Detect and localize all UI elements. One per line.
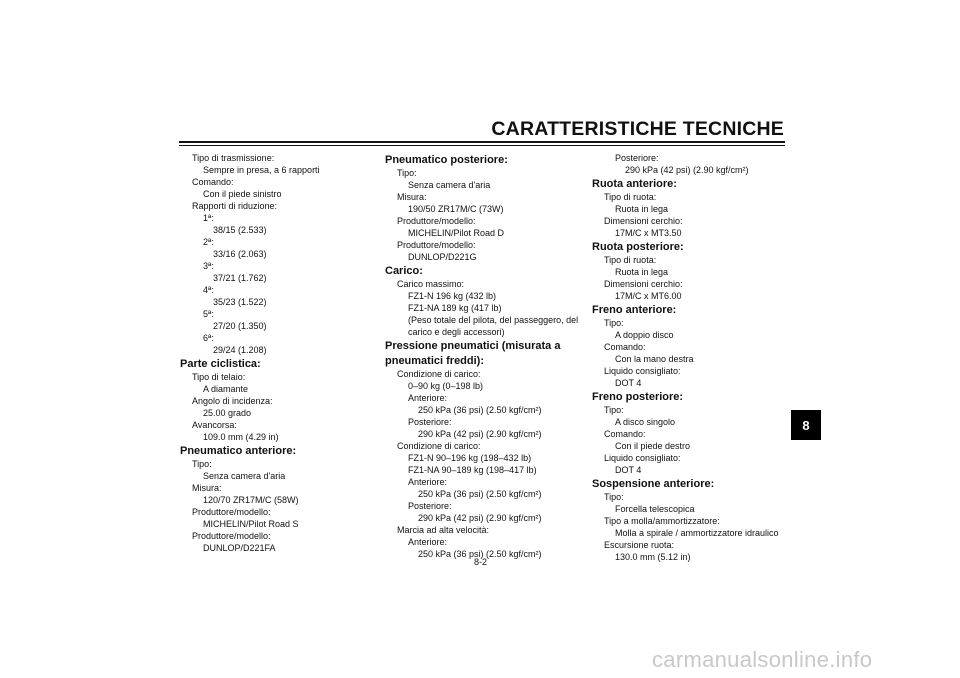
spec-line: Avancorsa:: [192, 420, 237, 430]
spec-line: Angolo di incidenza:: [192, 396, 273, 406]
spec-line: 37/21 (1.762): [213, 273, 267, 283]
section-heading: Ruota anteriore:: [592, 178, 677, 190]
spec-line: Tipo di ruota:: [604, 255, 657, 265]
spec-column-left: [180, 152, 320, 554]
spec-line: 250 kPa (36 psi) (2.50 kgf/cm²): [418, 405, 542, 415]
spec-line: Condizione di carico:: [397, 441, 481, 451]
spec-line: Rapporti di riduzione:: [192, 201, 278, 211]
spec-line: 33/16 (2.063): [213, 249, 267, 259]
spec-line: DUNLOP/D221G: [408, 252, 477, 262]
spec-line: 6ª:: [203, 333, 214, 343]
header-rule-thin: [179, 145, 785, 146]
section-heading: Pressione pneumatici (misurata a: [385, 340, 561, 352]
spec-line: 0–90 kg (0–198 lb): [408, 381, 484, 391]
section-heading: Pneumatico posteriore:: [385, 154, 508, 166]
spec-line: Escursione ruota:: [604, 540, 675, 550]
spec-line: 29/24 (1.208): [213, 345, 267, 355]
spec-line: carico e degli accessori): [408, 327, 505, 337]
spec-line: A diamante: [203, 384, 249, 394]
spec-line: Senza camera d'aria: [203, 471, 286, 481]
spec-line: DUNLOP/D221FA: [203, 543, 276, 553]
spec-line: Anteriore:: [408, 393, 448, 403]
spec-line: Comando:: [192, 177, 234, 187]
spec-line: Tipo:: [192, 459, 212, 469]
spec-line: Tipo:: [604, 405, 624, 415]
spec-column-right: [592, 152, 779, 563]
spec-line: 250 kPa (36 psi) (2.50 kgf/cm²): [418, 549, 542, 559]
watermark: carmanualsonline.info: [652, 647, 873, 672]
section-heading: Freno posteriore:: [592, 391, 684, 403]
spec-line: 190/50 ZR17M/C (73W): [408, 204, 504, 214]
spec-line: 290 kPa (42 psi) (2.90 kgf/cm²): [625, 165, 749, 175]
spec-line: Tipo di telaio:: [192, 372, 246, 382]
spec-line: DOT 4: [615, 378, 642, 388]
spec-line: Tipo:: [604, 492, 624, 502]
spec-line: Con il piede sinistro: [203, 189, 282, 199]
spec-line: 290 kPa (42 psi) (2.90 kgf/cm²): [418, 513, 542, 523]
spec-line: 290 kPa (42 psi) (2.90 kgf/cm²): [418, 429, 542, 439]
spec-line: Tipo a molla/ammortizzatore:: [604, 516, 720, 526]
spec-line: Tipo:: [397, 168, 417, 178]
spec-line: MICHELIN/Pilot Road D: [408, 228, 505, 238]
spec-line: Carico massimo:: [397, 279, 465, 289]
section-heading: Sospensione anteriore:: [592, 478, 715, 490]
spec-line: Tipo di trasmissione:: [192, 153, 275, 163]
spec-line: 130.0 mm (5.12 in): [615, 552, 691, 562]
spec-line: Forcella telescopica: [615, 504, 695, 514]
spec-line: Sempre in presa, a 6 rapporti: [203, 165, 320, 175]
spec-line: A doppio disco: [615, 330, 674, 340]
spec-line: Produttore/modello:: [192, 531, 271, 541]
spec-line: Produttore/modello:: [397, 240, 476, 250]
spec-line: Produttore/modello:: [192, 507, 271, 517]
spec-column-middle: [385, 152, 578, 560]
section-heading: Ruota posteriore:: [592, 241, 684, 253]
spec-line: 27/20 (1.350): [213, 321, 267, 331]
spec-line: DOT 4: [615, 465, 642, 475]
spec-line: A disco singolo: [615, 417, 676, 427]
spec-line: 38/15 (2.533): [213, 225, 267, 235]
spec-line: Con il piede destro: [615, 441, 691, 451]
spec-line: 1ª:: [203, 213, 214, 223]
spec-line: Ruota in lega: [615, 204, 669, 214]
spec-line: 3ª:: [203, 261, 214, 271]
spec-line: Produttore/modello:: [397, 216, 476, 226]
section-heading: Parte ciclistica:: [180, 358, 261, 370]
spec-line: 5ª:: [203, 309, 214, 319]
spec-line: FZ1-N 90–196 kg (198–432 lb): [408, 453, 532, 463]
spec-line: Ruota in lega: [615, 267, 669, 277]
spec-line: 109.0 mm (4.29 in): [203, 432, 279, 442]
spec-line: Tipo di ruota:: [604, 192, 657, 202]
spec-line: Misura:: [192, 483, 222, 493]
spec-line: Senza camera d'aria: [408, 180, 491, 190]
spec-line: Misura:: [397, 192, 427, 202]
spec-line: Dimensioni cerchio:: [604, 216, 683, 226]
spec-line: MICHELIN/Pilot Road S: [203, 519, 299, 529]
spec-line: FZ1-NA 90–189 kg (198–417 lb): [408, 465, 537, 475]
spec-line: 35/23 (1.522): [213, 297, 267, 307]
spec-line: FZ1-NA 189 kg (417 lb): [408, 303, 502, 313]
spec-line: 4ª:: [203, 285, 214, 295]
page-number: 8-2: [474, 557, 488, 567]
spec-line: 120/70 ZR17M/C (58W): [203, 495, 299, 505]
spec-line: Dimensioni cerchio:: [604, 279, 683, 289]
spec-line: Posteriore:: [408, 501, 452, 511]
spec-line: Anteriore:: [408, 477, 448, 487]
section-heading: Freno anteriore:: [592, 304, 677, 316]
spec-line: Liquido consigliato:: [604, 453, 681, 463]
spec-line: Anteriore:: [408, 537, 448, 547]
spec-line: Liquido consigliato:: [604, 366, 681, 376]
spec-line: 25.00 grado: [203, 408, 252, 418]
spec-line: Condizione di carico:: [397, 369, 481, 379]
spec-line: (Peso totale del pilota, del passeggero, del: [408, 315, 579, 325]
spec-line: 250 kPa (36 psi) (2.50 kgf/cm²): [418, 489, 542, 499]
spec-line: 2ª:: [203, 237, 214, 247]
spec-line: Comando:: [604, 342, 646, 352]
spec-line: Posteriore:: [615, 153, 659, 163]
spec-line: Tipo:: [604, 318, 624, 328]
header-rule: [179, 141, 785, 143]
spec-line: FZ1-N 196 kg (432 lb): [408, 291, 497, 301]
section-heading: Pneumatico anteriore:: [180, 445, 297, 457]
spec-line: Posteriore:: [408, 417, 452, 427]
chapter-tab: 8: [791, 410, 821, 440]
page-title: CARATTERISTICHE TECNICHE: [491, 118, 784, 140]
spec-line: Molla a spirale / ammortizzatore idraulico: [615, 528, 779, 538]
spec-line: Marcia ad alta velocità:: [397, 525, 490, 535]
section-heading: pneumatici freddi):: [385, 355, 485, 367]
spec-line: Comando:: [604, 429, 646, 439]
spec-line: 17M/C x MT6.00: [615, 291, 682, 301]
section-heading: Carico:: [385, 265, 423, 277]
spec-line: 17M/C x MT3.50: [615, 228, 682, 238]
spec-line: Con la mano destra: [615, 354, 694, 364]
